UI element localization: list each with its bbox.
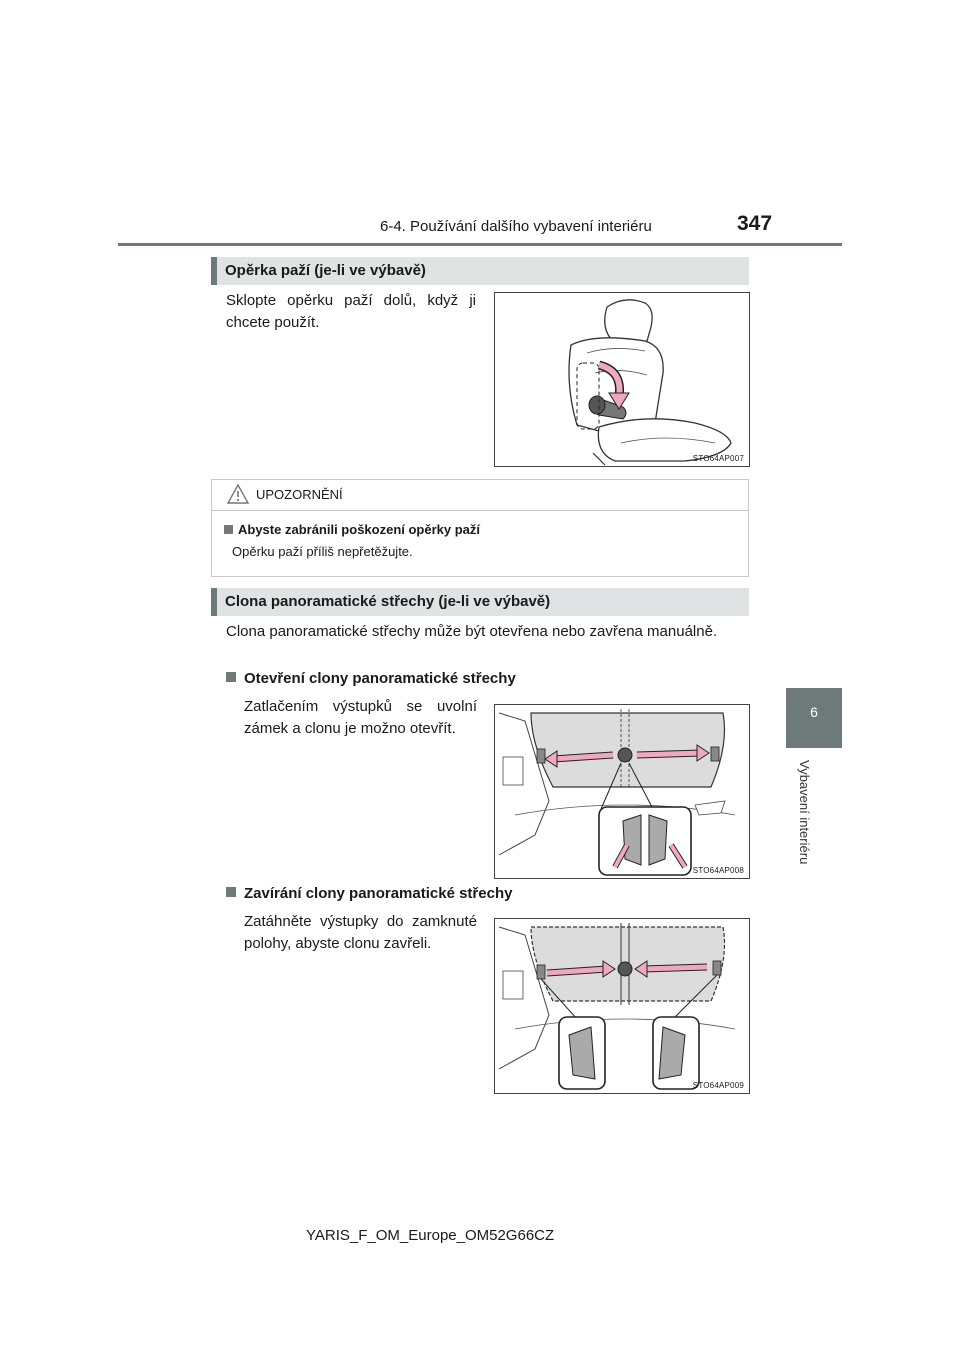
shade-close-illustration <box>495 919 749 1093</box>
bullet-square-icon <box>224 525 233 534</box>
caution-box <box>211 479 749 577</box>
caution-title: UPOZORNĚNÍ <box>256 487 343 502</box>
figure-code: STO64AP009 <box>692 1081 744 1090</box>
caution-item-label: Abyste zabránili poškození opěrky paží <box>238 522 481 537</box>
armrest-heading: Opěrka paží (je-li ve výbavě) <box>211 257 749 285</box>
shade-open-label: Otevření clony panoramatické střechy <box>244 670 516 687</box>
shade-open-figure <box>494 704 750 879</box>
warning-icon <box>226 483 250 510</box>
caution-item-text: Opěrku paží příliš nepřetěžujte. <box>232 544 413 559</box>
shade-close-label: Zavírání clony panoramatické střechy <box>244 885 513 902</box>
chapter-tab <box>786 688 842 748</box>
shade-heading: Clona panoramatické střechy (je-li ve výbavě) <box>211 588 749 616</box>
shade-open-text: Zatlačením výstupků se uvolní zámek a clonu je možno otevřít. <box>244 698 477 737</box>
footer-document-code: YARIS_F_OM_Europe_OM52G66CZ <box>306 1227 555 1244</box>
seat-armrest-illustration <box>495 293 749 466</box>
caution-item-title <box>224 522 480 537</box>
shade-open-title <box>226 670 516 687</box>
shade-close-figure <box>494 918 750 1094</box>
figure-code: STO64AP008 <box>692 866 744 875</box>
chapter-title: Vybavení interiéru <box>797 760 812 865</box>
bullet-square-icon <box>226 887 236 897</box>
armrest-figure <box>494 292 750 467</box>
header-section-title: 6-4. Používání dalšího vybavení interiéru <box>380 218 652 235</box>
shade-close-text: Zatáhněte výstupky do zamknuté polohy, abyste clonu zavřeli. <box>244 913 477 952</box>
page-number: 347 <box>737 212 773 235</box>
armrest-text: Sklopte opěrku paží dolů, když ji chcete použít. <box>226 292 476 331</box>
bullet-square-icon <box>226 672 236 682</box>
chapter-number: 6 <box>810 704 818 720</box>
shade-intro: Clona panoramatické střechy může být otevřena nebo zavřena manuálně. <box>226 623 718 640</box>
shade-open-illustration <box>495 705 749 878</box>
header-rule <box>118 243 842 246</box>
shade-close-title <box>226 885 512 902</box>
figure-code: STO64AP007 <box>692 454 744 463</box>
caution-header <box>212 480 748 511</box>
